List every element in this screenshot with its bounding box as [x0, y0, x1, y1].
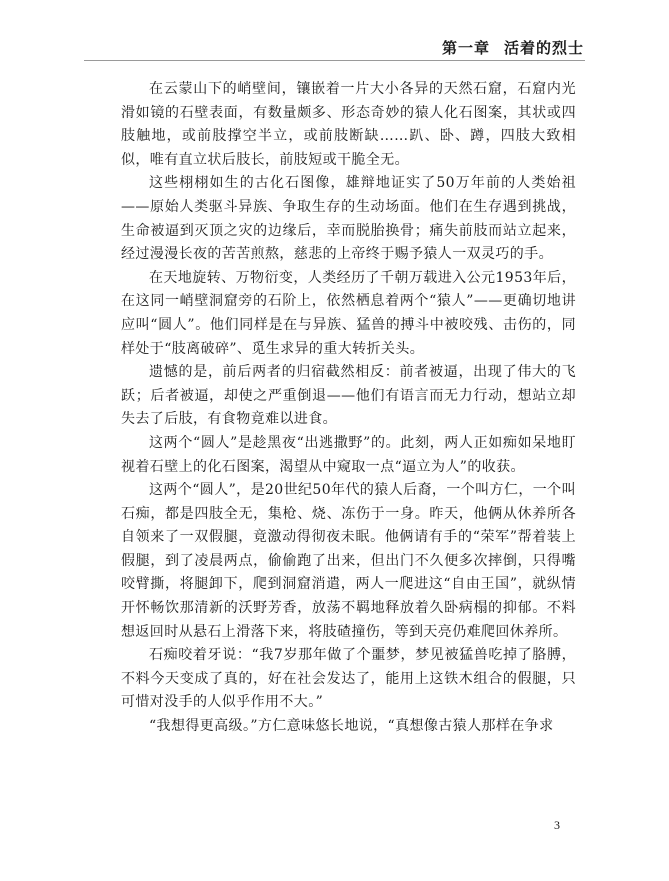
paragraph-2: 这些栩栩如生的古化石图像，雄辩地证实了50万年前的人类始祖——原始人类驱斗异族、争取生存的生动场面。他们在生存遇到挑战，生命被逼到灭顶之灾的边缘后，幸而脱胎换骨；痛失前肢而站立起来，经过漫漫长夜的苦苦煎熬，慈悲的上帝终于赐予猿人一双灵巧的手。 — [121, 175, 576, 263]
page-number: 3 — [554, 818, 560, 832]
paragraph-1: 在云蒙山下的峭壁间，镶嵌着一片大小各异的天然石窟，石窟内光滑如镜的石壁表面，有数量颇多、形态奇妙的猿人化石图案，其状或四肢触地，或前肢撑空半立，或前肢断缺……趴、卧、蹲，四肢大致相似，唯有直立状后肢长，前肢短或干脆全无。 — [121, 81, 576, 168]
chapter-title: 活着的烈士 — [503, 39, 584, 57]
paragraph-8: “我想得更高级。”方仁意味悠长地说，“真想像古猿人那样在争求 — [149, 718, 554, 735]
paragraph-3: 在天地旋转、万物衍变，人类经历了千朝万载进入公元1953年后，在这同一峭壁洞窟旁的石阶上，依然栖息着两个“猿人”——更确切地讲应叫“圆人”。他们同样是在与异族、猛兽的搏斗中被咬残、击伤的，同样处于“肢离破碎”、觅生求异的重大转折关头。 — [121, 269, 576, 357]
body-text — [121, 78, 576, 739]
paragraph-6: 这两个“圆人”，是20世纪50年代的猿人后裔，一个叫方仁，一个叫石痴，都是四肢全无，集枪、烧、冻伤于一身。昨天，他俩从休养所各自领来了一双假腿，竟激动得彻夜未眠。他俩请有手的“荣军”帮着装上假腿，到了凌晨两点，偷偷跑了出来，但出门不久便多次摔倒，只得嘴咬臂撕，将腿卸下，爬到洞窟消遣，两人一爬进这“自由王国”，就纵情开怀畅饮那清新的沃野芳香，放荡不羁地释放着久卧病榻的抑郁。不料想返回时从悬石上滑落下来，将肢碴撞伤，等到天亮仍难爬回休养所。 — [121, 482, 576, 640]
running-head — [442, 37, 584, 58]
header-rule — [84, 60, 585, 61]
chapter-number: 第一章 — [441, 39, 490, 57]
paragraph-4: 遗憾的是，前后两者的归宿截然相反：前者被逼，出现了伟大的飞跃；后者被逼，却使之严重倒退——他们有语言而无力行动，想站立却失去了后肢，有食物竟难以进食。 — [121, 364, 576, 428]
paragraph-5: 这两个“圆人”是趁黑夜“出逃撒野”的。此刻，两人正如痴如呆地盯视着石壁上的化石图案，渴望从中窥取一点“逼立为人”的收获。 — [121, 434, 576, 475]
paragraph-7: 石痴咬着牙说：“我7岁那年做了个噩梦，梦见被猛兽吃掉了胳膊，不料今天变成了真的，好在社会发达了，能用上这铁木组合的假腿，只可惜对没手的人似乎作用不大。” — [121, 647, 576, 711]
